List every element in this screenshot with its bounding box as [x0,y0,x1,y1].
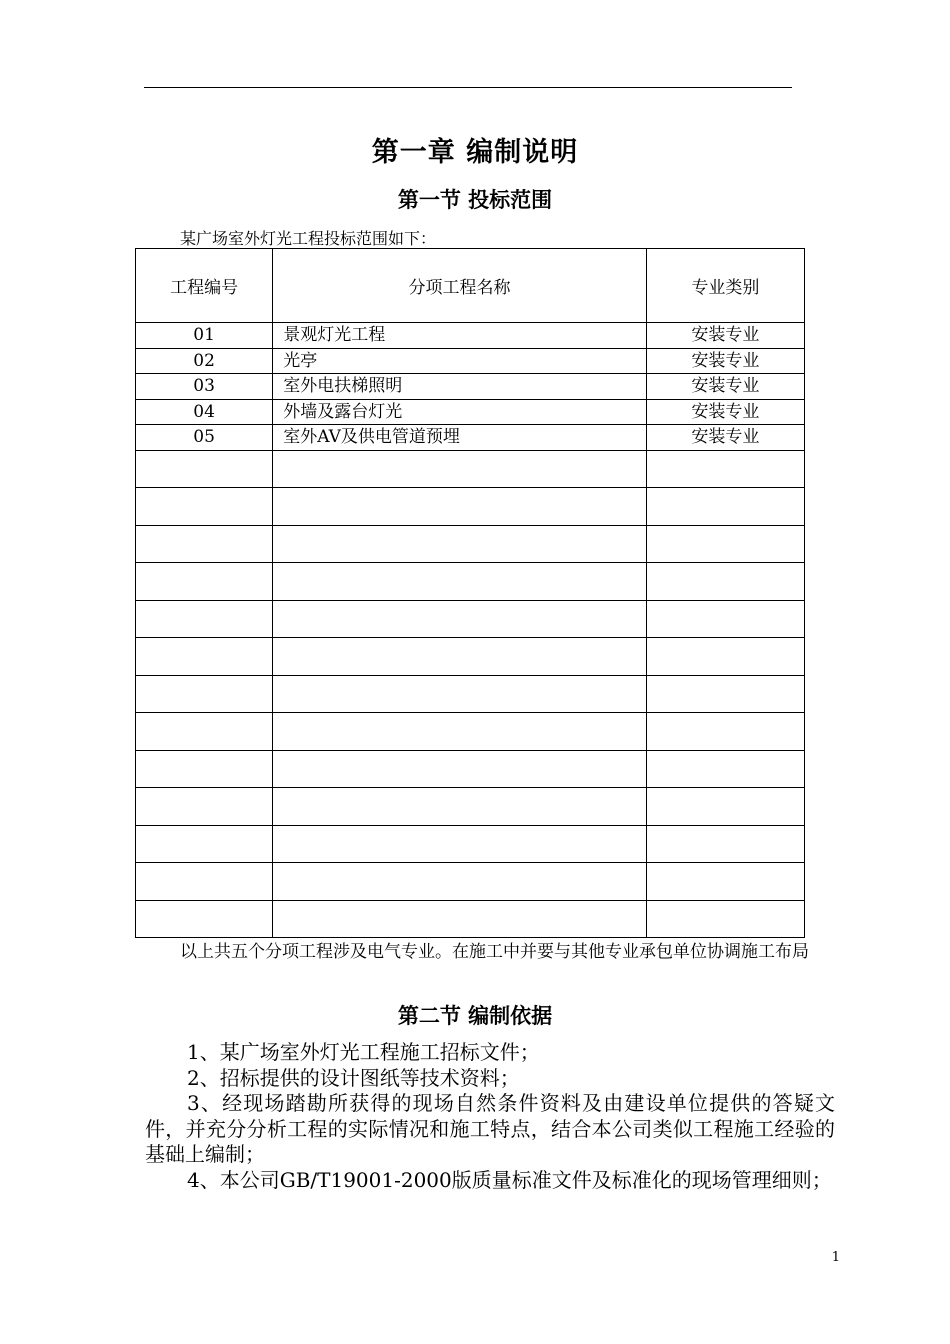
cell-name: 外墙及露台灯光 [273,399,647,425]
empty-row [136,713,805,751]
cell-name: 室外AV及供电管道预埋 [273,425,647,451]
basis-item: 1、某广场室外灯光工程施工招标文件； [187,1040,540,1064]
scope-intro: 某广场室外灯光工程投标范围如下： [180,229,437,248]
empty-row [136,900,805,938]
header-rule [144,87,792,88]
chapter-title: 第一章 编制说明 [371,137,579,168]
table-row [136,399,805,425]
header-project-name: 分项工程名称 [273,249,647,323]
basis-item: 2、招标提供的设计图纸等技术资料； [187,1065,520,1090]
header-category: 专业类别 [646,249,804,323]
cell-category: 安装专业 [646,425,804,451]
cell-no: 03 [136,374,273,400]
empty-row [136,788,805,826]
cell-no: 01 [136,323,273,349]
table-header-row [136,249,805,323]
cell-name: 室外电扶梯照明 [273,374,647,400]
table-row [136,323,805,349]
scope-table [135,248,805,938]
empty-row [136,600,805,638]
basis-item: 3、经现场踏勘所获得的现场自然条件资料及由建设单位提供的答疑文件，并充分分析工程的实际情况和施工特点，结合本公司类似工程施工经验的基础上编制； [145,1091,835,1166]
section-title-scope: 第一节 投标范围 [397,188,553,212]
cell-category: 安装专业 [646,399,804,425]
empty-row [136,488,805,526]
empty-row [136,750,805,788]
scope-summary: 以上共五个分项工程涉及电气专业。在施工中并要与其他专业承包单位协调施工布局 [180,942,809,962]
cell-name: 光亭 [273,348,647,374]
table-row [136,374,805,400]
empty-row [136,563,805,601]
table-row [136,348,805,374]
cell-name: 景观灯光工程 [273,323,647,349]
cell-no: 04 [136,399,273,425]
empty-row [136,525,805,563]
header-project-no: 工程编号 [136,249,273,323]
cell-category: 安装专业 [646,348,804,374]
page-number: 1 [831,1250,840,1265]
basis-item: 4、本公司GB/T19001-2000版质量标准文件及标准化的现场管理细则； [187,1167,832,1192]
table-row [136,425,805,451]
empty-row [136,675,805,713]
empty-row [136,863,805,901]
cell-no: 02 [136,348,273,374]
empty-row [136,825,805,863]
cell-category: 安装专业 [646,374,804,400]
cell-no: 05 [136,425,273,451]
cell-category: 安装专业 [646,323,804,349]
empty-row [136,638,805,676]
section-title-basis: 第二节 编制依据 [397,1004,553,1028]
empty-row [136,450,805,488]
basis-list [145,1040,835,1193]
